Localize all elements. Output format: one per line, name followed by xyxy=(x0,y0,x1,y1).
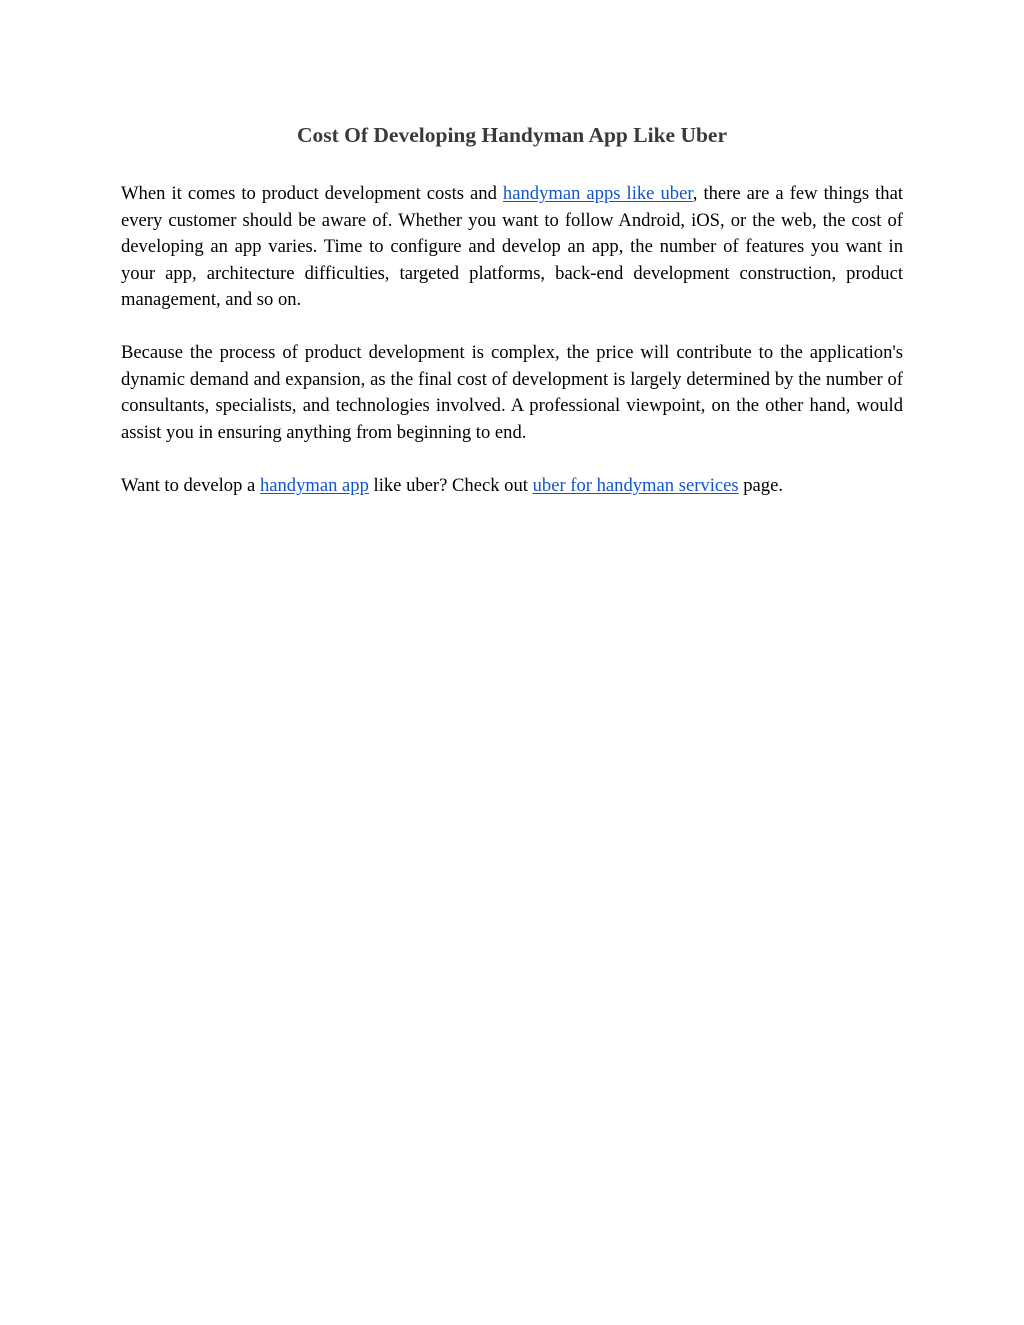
uber-for-handyman-services-link[interactable]: uber for handyman services xyxy=(532,475,739,496)
paragraph-call-to-action xyxy=(121,473,903,500)
paragraph-text: , there are a few things that every customer should be aware of. Whether you want to follow Android, iOS, or the web, the cost of developing an app varies. Time to configure and develop an app, the number of features you want in your app, architecture difficulties, targeted platforms, back-end development construction, product management, and so on. xyxy=(121,183,903,311)
paragraph-process-complexity: Because the process of product development is complex, the price will contribute to the application's dynamic demand and expansion, as the final cost of development is largely determined by the number of consultants, specialists, and technologies involved. A professional viewpoint, on the other hand, would assist you in ensuring anything from beginning to end. xyxy=(121,342,903,443)
paragraph-text: When it comes to product development costs and xyxy=(121,183,503,204)
handyman-apps-like-uber-link[interactable]: handyman apps like uber xyxy=(502,183,693,204)
handyman-app-link[interactable]: handyman app xyxy=(259,475,369,496)
document-title: Cost Of Developing Handyman App Like Uber xyxy=(296,123,728,147)
paragraph-cost-factors xyxy=(121,181,903,314)
paragraph-text: page. xyxy=(738,475,784,496)
paragraph-text: like uber? Check out xyxy=(368,475,533,496)
paragraph-text: Want to develop a xyxy=(121,475,260,496)
